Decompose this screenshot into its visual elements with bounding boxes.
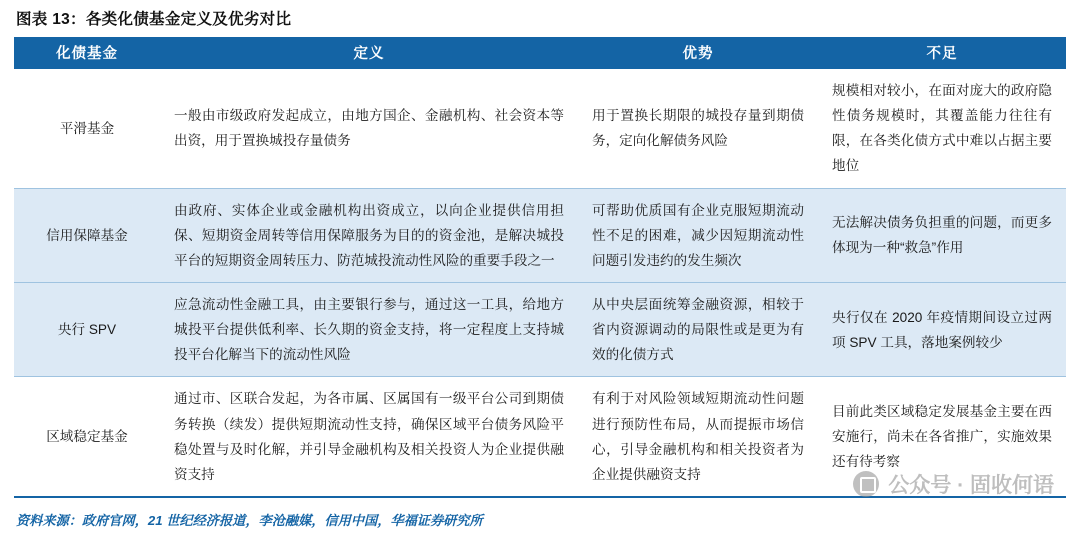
cell-advantage: 有利于对风险领域短期流动性问题进行预防性布局，从而提振市场信心，引导金融机构和相关投资者为企业提供融资支持 [578, 377, 818, 497]
cell-fund-type: 信用保障基金 [14, 188, 160, 282]
cell-fund-type: 央行 SPV [14, 282, 160, 376]
cell-definition: 通过市、区联合发起，为各市属、区属国有一级平台公司到期债务转换（续发）提供短期流动性支持，确保区域平台债务风险平稳处置与及时化解，并引导金融机构及相关投资人为企业提供融资支持 [160, 377, 578, 497]
cell-shortcoming: 规模相对较小，在面对庞大的政府隐性债务规模时，其覆盖能力往往有限，在各类化债方式中难以占据主要地位 [818, 69, 1066, 188]
table-row [14, 69, 1066, 188]
cell-fund-type: 区域稳定基金 [14, 377, 160, 497]
watermark-text: 公众号 · 固收何语 [888, 474, 1054, 497]
table-row [14, 188, 1066, 282]
cell-shortcoming: 无法解决债务负担重的问题，而更多体现为一种“救急”作用 [818, 188, 1066, 282]
table-header [14, 38, 1066, 69]
column-header-advantage: 优势 [578, 38, 818, 69]
cell-definition: 一般由市级政府发起成立，由地方国企、金融机构、社会资本等出资，用于置换城投存量债务 [160, 69, 578, 188]
column-header-shortcoming: 不足 [818, 38, 1066, 69]
cell-advantage: 可帮助优质国有企业克服短期流动性不足的困难，减少因短期流动性问题引发违约的发生频次 [578, 188, 818, 282]
table-header-row [14, 38, 1066, 69]
table-row [14, 282, 1066, 376]
table-row [14, 377, 1066, 497]
cell-definition: 由政府、实体企业或金融机构出资成立，以向企业提供信用担保、短期资金周转等信用保障服务为目的的资金池，是解决城投平台的短期资金周转压力、防范城投流动性风险的重要手段之一 [160, 188, 578, 282]
cell-definition: 应急流动性金融工具，由主要银行参与，通过这一工具，给地方城投平台提供低利率、长久期的资金支持，将一定程度上支持城投平台化解当下的流动性风险 [160, 282, 578, 376]
cell-shortcoming: 目前此类区域稳定发展基金主要在西安施行，尚未在各省推广，实施效果还有待考察 [818, 377, 1066, 497]
table-body [14, 69, 1066, 497]
cell-shortcoming: 央行仅在 2020 年疫情期间设立过两项 SPV 工具，落地案例较少 [818, 282, 1066, 376]
column-header-fund-type: 化债基金 [14, 38, 160, 69]
comparison-table [14, 37, 1066, 498]
cell-advantage: 从中央层面统筹金融资源，相较于省内资源调动的局限性或是更为有效的化债方式 [578, 282, 818, 376]
page-title: 图表 13：各类化债基金定义及优劣对比 [16, 11, 292, 28]
cell-advantage: 用于置换长期限的城投存量到期债务，定向化解债务风险 [578, 69, 818, 188]
cell-fund-type: 平滑基金 [14, 69, 160, 188]
column-header-definition: 定义 [160, 38, 578, 69]
source-note: 资料来源：政府官网，21 世纪经济报道，李沧融媒，信用中国，华福证券研究所 [16, 513, 483, 528]
